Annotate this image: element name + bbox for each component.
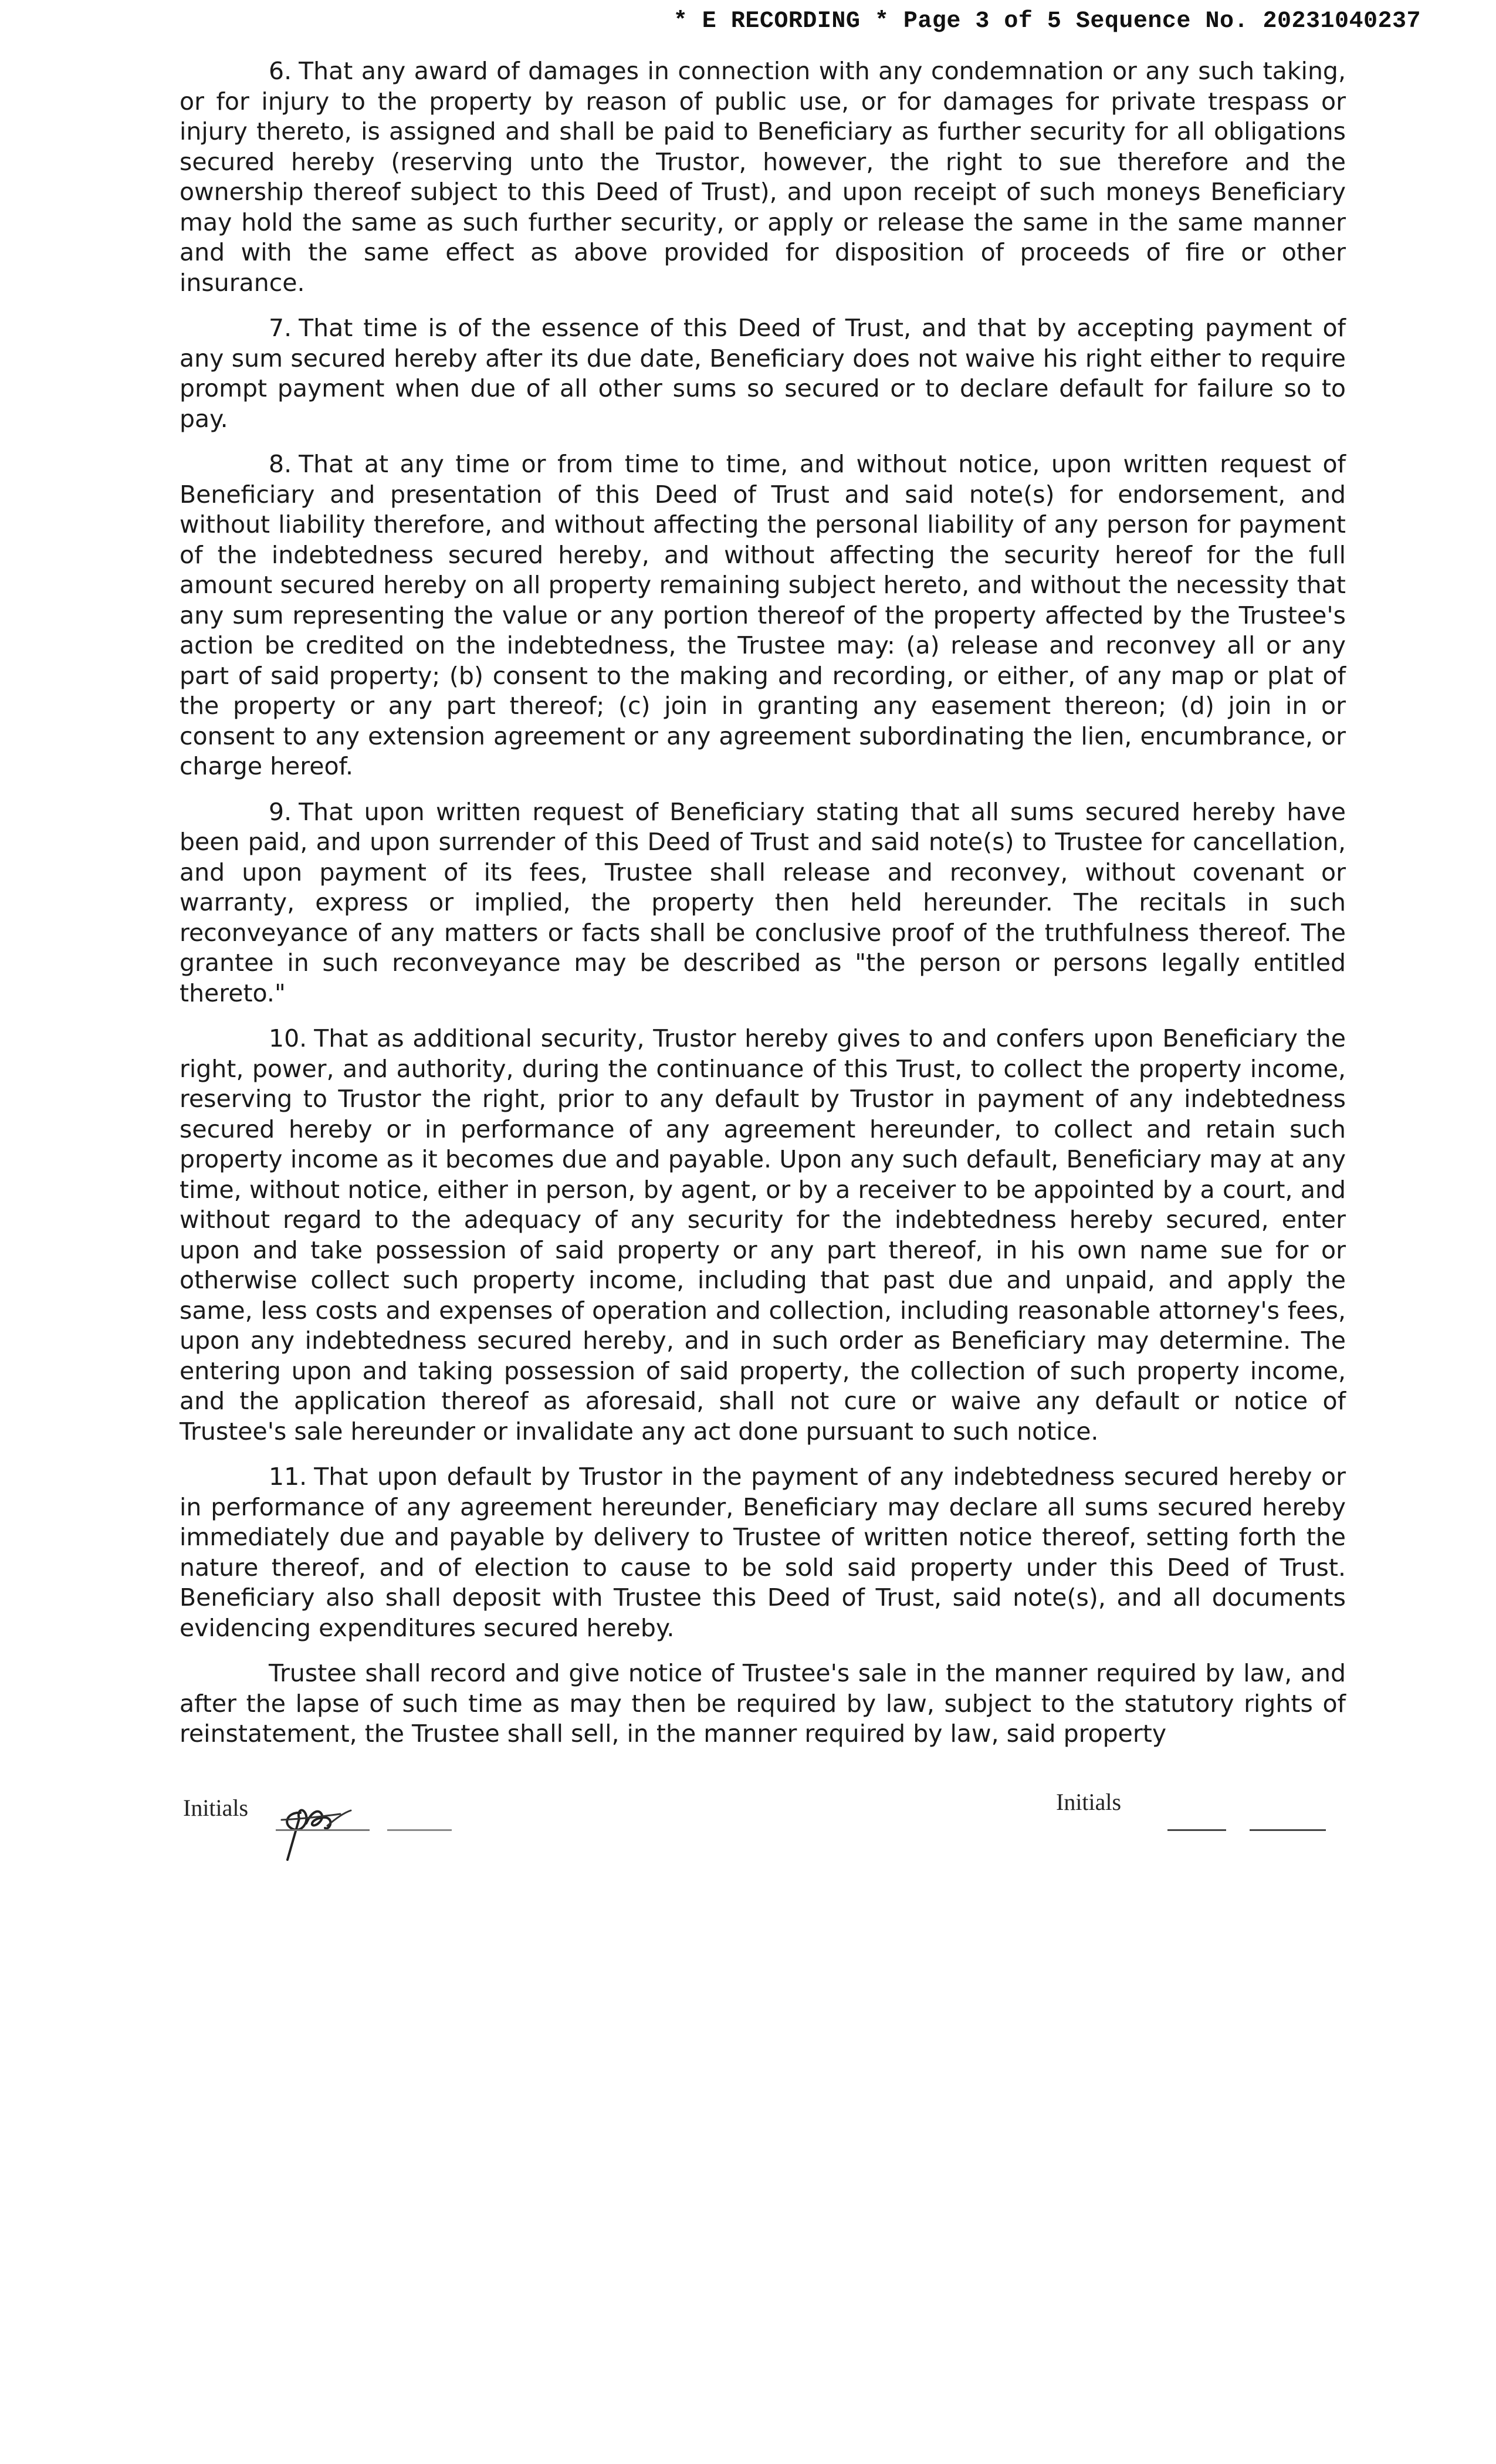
paragraph-text: That upon default by Trustor in the payment of any indebtedness secured hereby or in performance of any agreement hereunder, Beneficiary may declare all sums secured hereby immediately due and payable by delivery to Trustee of written notice thereof, setting forth the nature thereof, and of election to cause to be sold said property under this Deed of Trust. Beneficiary also shall deposit with Trustee this Deed of Trust, said note(s), and all documents evidencing expenditures secured hereby. — [180, 1463, 1346, 1642]
paragraph-trustee-sale — [180, 1659, 1346, 1749]
initials-blank-left-2 — [387, 1829, 452, 1831]
paragraph-6 — [180, 56, 1346, 298]
paragraph-text: Trustee shall record and give notice of Trustee's sale in the manner required by law, and after the lapse of such time as may then be required by law, subject to the statutory rights of reinstatement, the Trustee shall sell, in the manner required by law, said property — [180, 1659, 1346, 1748]
initials-label-left: Initials — [183, 1795, 249, 1821]
document-body — [180, 56, 1346, 1765]
initials-blank-right-1 — [1167, 1829, 1226, 1831]
handwritten-initials-signature — [270, 1778, 387, 1866]
paragraph-11 — [180, 1462, 1346, 1643]
recording-header: * E RECORDING * Page 3 of 5 Sequence No. 20231040237 — [673, 8, 1421, 35]
paragraph-number: 11. — [269, 1463, 307, 1491]
paragraph-text: That time is of the essence of this Deed of Trust, and that by accepting payment of any sum secured hereby after its due date, Beneficiary does not waive his right either to require prompt payment when due of all other sums so secured or to declare default for failure so to pay. — [180, 314, 1346, 433]
initials-footer — [0, 1778, 1496, 1866]
paragraph-number: 6. — [269, 57, 292, 85]
paragraph-text: That at any time or from time to time, and without notice, upon written request of Beneficiary and presentation of this Deed of Trust and said note(s) for endorsement, and without liability therefore, and without affecting the personal liability of any person for payment of the indebtedness secured hereby, and without affecting the security hereof for the full amount secured hereby on all property remaining subject hereto, and without the necessity that any sum representing the value or any portion thereof of the property affected by the Trustee's action be credited on the indebtedness, the Trustee may: (a) release and reconvey all or any part of said property; (b) consent to the making and recording, or either, of any map or plat of the property or any part thereof; (c) join in granting any easement thereon; (d) join in or consent to any extension agreement or any agreement subordinating the lien, encumbrance, or charge hereof. — [180, 450, 1346, 780]
initials-blank-right-2 — [1250, 1829, 1326, 1831]
paragraph-10 — [180, 1024, 1346, 1447]
paragraph-number: 8. — [269, 450, 292, 478]
paragraph-number: 9. — [269, 797, 292, 826]
paragraph-text: That as additional security, Trustor hereby gives to and confers upon Beneficiary the right, power, and authority, during the continuance of this Trust, to collect the property income, reserving to Trustor the right, prior to any default by Trustor in payment of any indebtedness secured hereby or in performance of any agreement hereunder, to collect and retain such property income as it becomes due and payable. Upon any such default, Beneficiary may at any time, without notice, either in person, by agent, or by a receiver to be appointed by a court, and without regard to the adequacy of any security for the indebtedness hereby secured, enter upon and take possession of said property or any part thereof, in his own name sue for or otherwise collect such property income, including that past due and unpaid, and apply the same, less costs and expenses of operation and collection, including reasonable attorney's fees, upon any indebtedness secured hereby, and in such order as Beneficiary may determine. The entering upon and taking possession of said property, the collection of such property income, and the application thereof as aforesaid, shall not cure or waive any default or notice of Trustee's sale hereunder or invalidate any act done pursuant to such notice. — [180, 1024, 1346, 1446]
initials-blank-left-1 — [276, 1829, 370, 1831]
paragraph-7 — [180, 313, 1346, 434]
paragraph-9 — [180, 797, 1346, 1009]
paragraph-8 — [180, 449, 1346, 782]
paragraph-number: 7. — [269, 314, 292, 342]
paragraph-text: That upon written request of Beneficiary stating that all sums secured hereby have been paid, and upon surrender of this Deed of Trust and said note(s) to Trustee for cancellation, and upon payment of its fees, Trustee shall release and reconvey, without covenant or warranty, express or implied, the property then held hereunder. The recitals in such reconveyance of any matters or facts shall be conclusive proof of the truthfulness thereof. The grantee in such reconveyance may be described as "the person or persons legally entitled thereto." — [180, 797, 1346, 1007]
initials-label-right: Initials — [1056, 1789, 1122, 1815]
paragraph-text: That any award of damages in connection with any condemnation or any such taking, or for injury to the property by reason of public use, or for damages for private trespass or injury thereto, is assigned and shall be paid to Beneficiary as further security for all obligations secured hereby (reserving unto the Trustor, however, the right to sue therefore and the ownership thereof subject to this Deed of Trust), and upon receipt of such moneys Beneficiary may hold the same as such further security, or apply or release the same in the same manner and with the same effect as above provided for disposition of proceeds of fire or other insurance. — [180, 57, 1346, 297]
paragraph-number: 10. — [269, 1024, 307, 1052]
